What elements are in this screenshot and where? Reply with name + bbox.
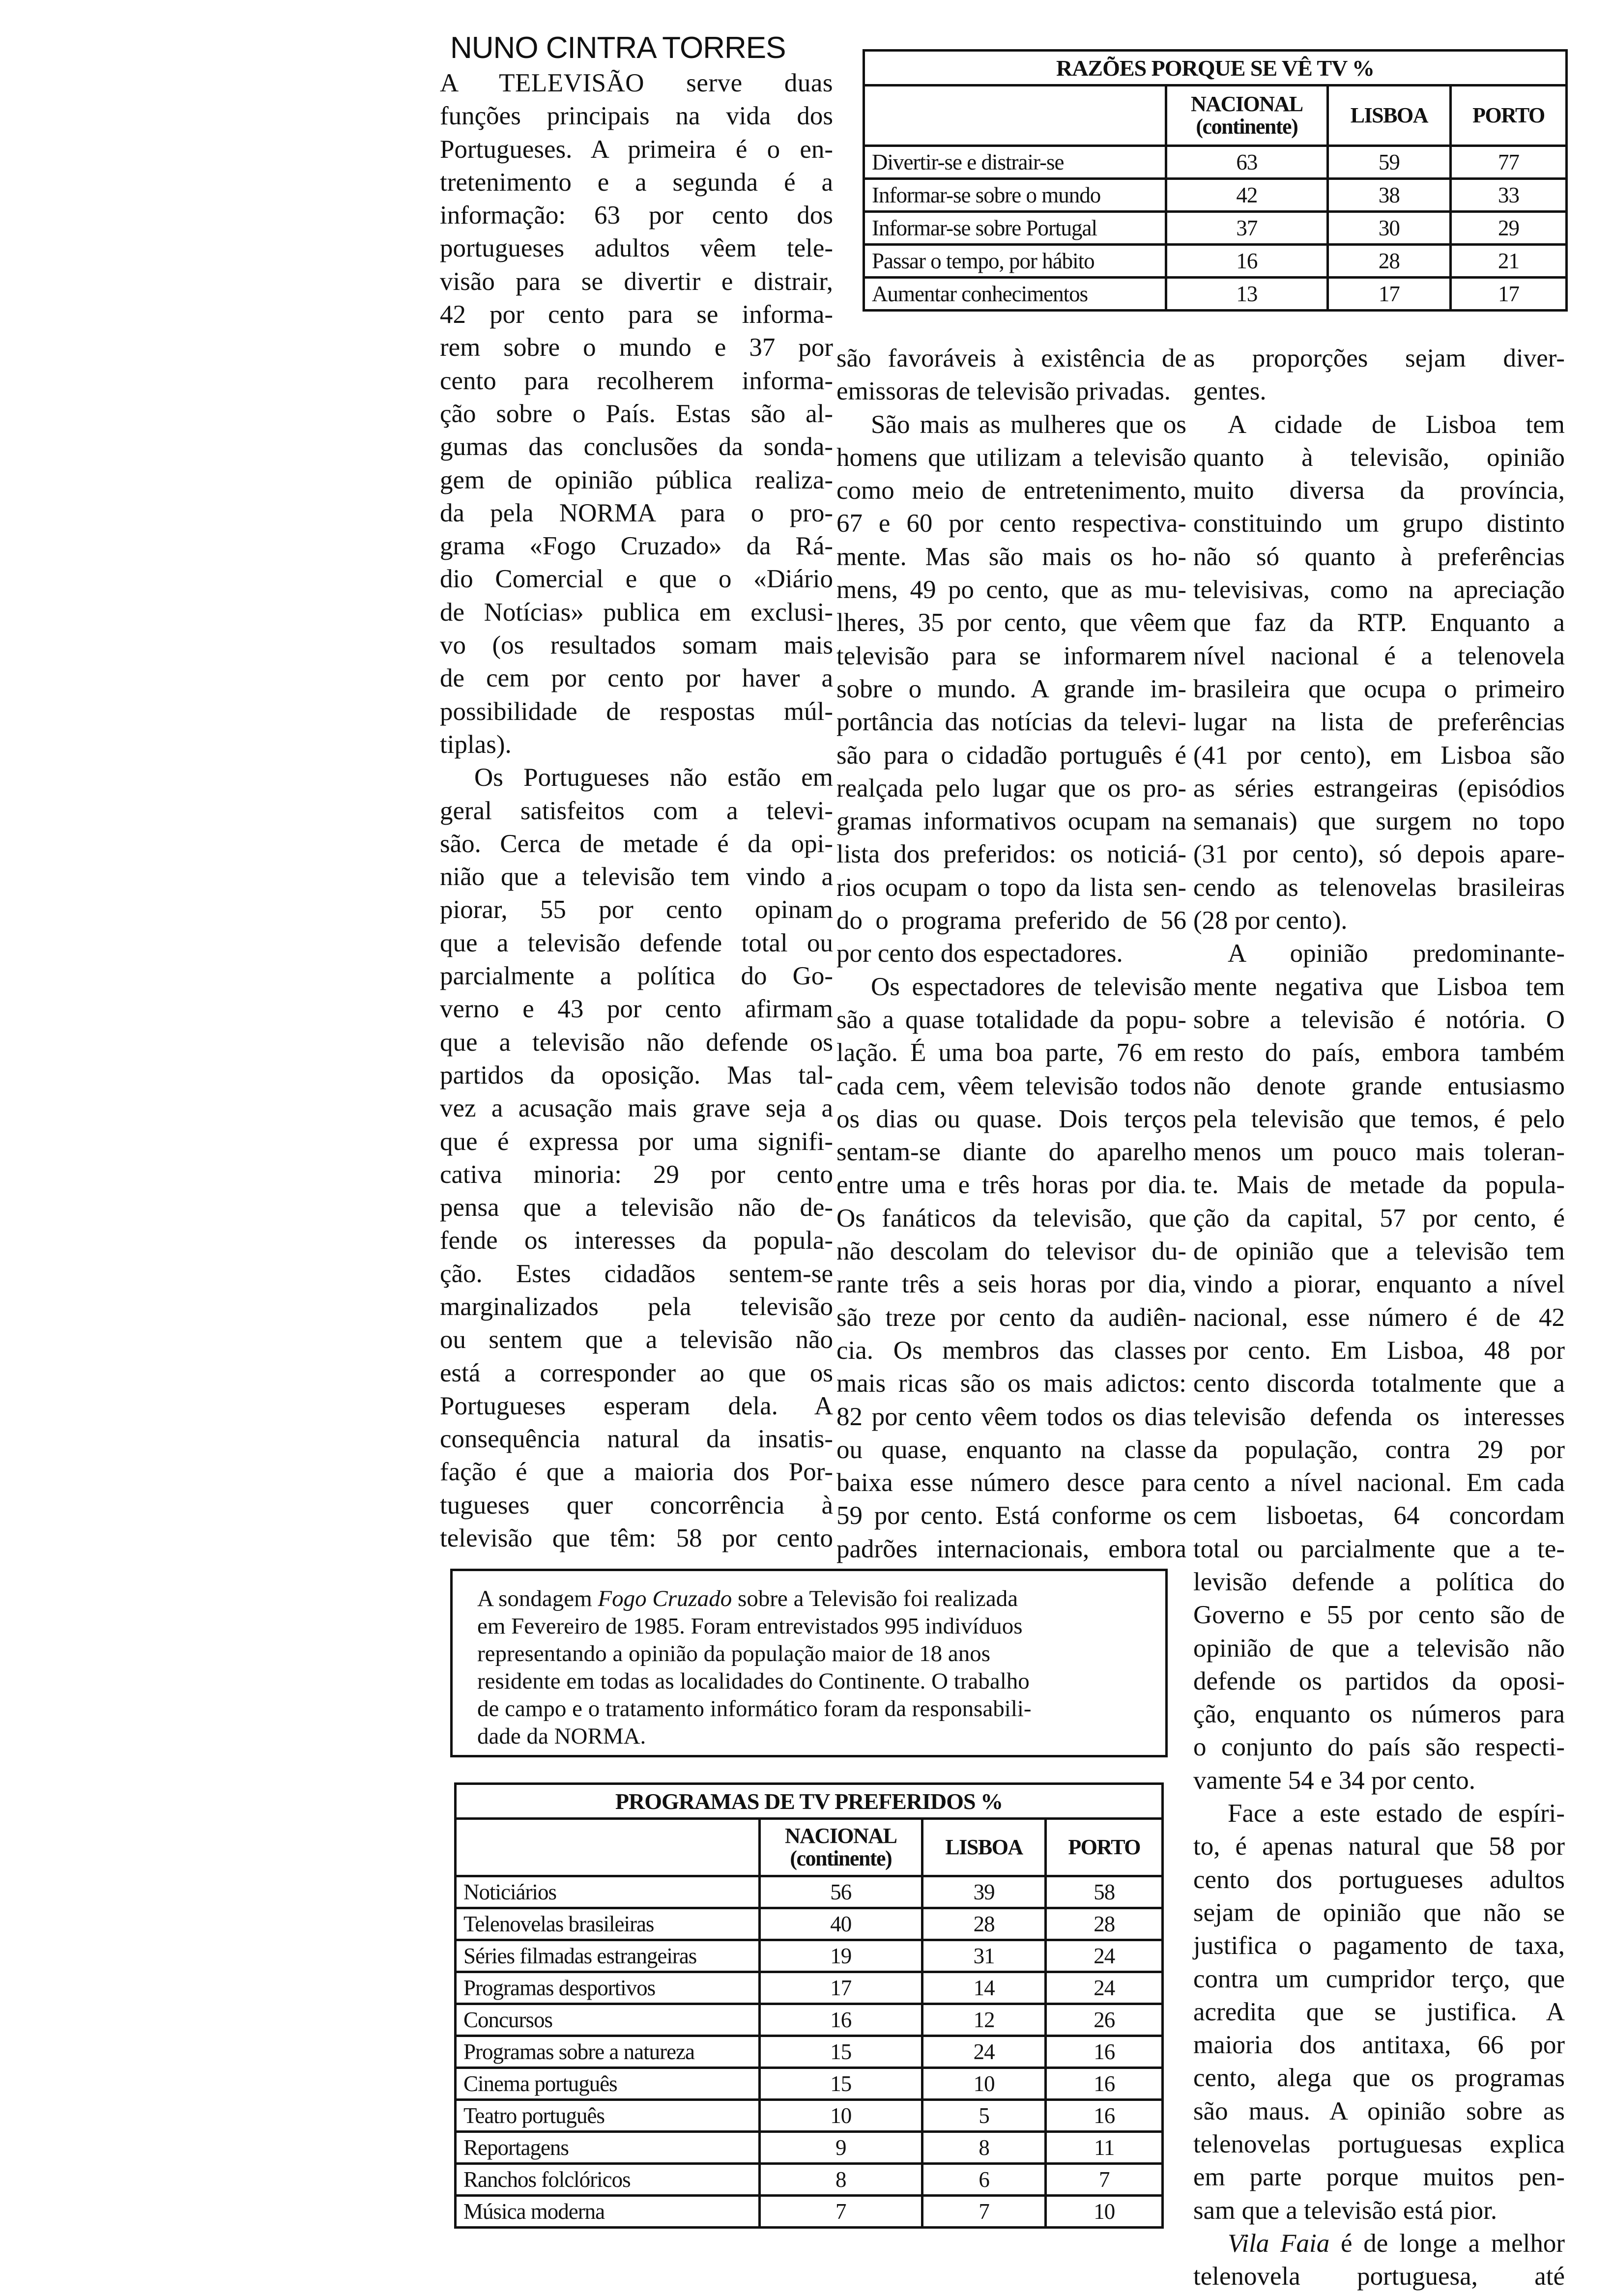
text-line: tiplas). xyxy=(440,730,512,759)
text-line: pensa que a televisão não de- xyxy=(440,1193,833,1222)
table-cell: 31 xyxy=(922,1940,1046,1972)
text-line: A TELEVISÃO serve duas xyxy=(440,69,833,97)
row-label: Concursos xyxy=(456,2004,760,2036)
row-label: Informar-se sobre o mundo xyxy=(864,179,1166,212)
text-line: mais ricas são os mais adictos: xyxy=(836,1369,1186,1398)
table-row xyxy=(864,179,1567,212)
text-line: sobre o mundo. A grande im- xyxy=(836,674,1186,703)
text-line: levisão defende a política do xyxy=(1193,1567,1565,1596)
table-cell: 30 xyxy=(1327,212,1450,245)
table-cell: 63 xyxy=(1166,146,1327,179)
box-line xyxy=(477,1667,1165,1695)
text-line: da pela NORMA para o pro- xyxy=(440,498,833,527)
methodology-box xyxy=(450,1569,1168,1757)
box-line xyxy=(477,1640,1165,1667)
table-cell: 16 xyxy=(1166,245,1327,278)
table-header-row xyxy=(864,86,1567,146)
text-line: informação: 63 por cento dos xyxy=(440,201,833,230)
text-line: portância das notícias da televi- xyxy=(836,708,1186,737)
text-line: por cento. Em Lisboa, 48 por xyxy=(1193,1336,1565,1365)
text-line: defende os partidos da oposi- xyxy=(1193,1666,1565,1695)
table-cell: 13 xyxy=(1166,278,1327,311)
text-line: portugueses adultos vêem tele- xyxy=(440,234,833,263)
text-line: constituindo um grupo distinto xyxy=(1193,509,1565,538)
text-line: televisão defenda os interesses xyxy=(1193,1402,1565,1431)
box-line xyxy=(477,1722,1165,1750)
text-line: (31 por cento), só depois apare- xyxy=(1193,840,1565,869)
text-line: entre uma e três horas por dia. xyxy=(836,1171,1186,1200)
row-label: Informar-se sobre Portugal xyxy=(864,212,1166,245)
text-line: lugar na lista de preferências xyxy=(1193,708,1565,737)
text-line: São mais as mulheres que os xyxy=(871,410,1186,439)
text-line: cento, alega que os programas xyxy=(1193,2064,1565,2093)
text-line: Os fanáticos da televisão, que xyxy=(836,1204,1186,1233)
text-line: cem lisboetas, 64 concordam xyxy=(1193,1501,1565,1530)
table-row xyxy=(456,2100,1163,2132)
article-column-3 xyxy=(1193,342,1565,2294)
row-label: Programas desportivos xyxy=(456,1972,760,2004)
column-header: NACIONAL (continente) xyxy=(1166,86,1327,146)
text-line: partidos da oposição. Mas tal- xyxy=(440,1061,833,1090)
text-line: 67 e 60 por cento respectiva- xyxy=(836,509,1186,538)
text-line: que é expressa por uma signifi- xyxy=(440,1127,833,1156)
table-row xyxy=(456,2068,1163,2100)
text-line: gumas das conclusões da sonda- xyxy=(440,432,833,461)
text-line: nacional, esse número é de 42 xyxy=(1193,1303,1565,1332)
text-line: televisão para se informarem xyxy=(836,641,1186,670)
text-line: fação é que a maioria dos Por- xyxy=(440,1458,833,1487)
text-line: emissoras de televisão privadas. xyxy=(836,377,1171,406)
text-span: dade da NORMA. xyxy=(477,1723,646,1749)
row-label: Música moderna xyxy=(456,2196,760,2228)
text-line: sam que a televisão está pior. xyxy=(1193,2196,1497,2225)
text-line: não descolam do televisor du- xyxy=(836,1237,1186,1266)
text-line: to, é apenas natural que 58 por xyxy=(1193,1832,1565,1861)
text-line: (28 por cento). xyxy=(1193,906,1348,935)
text-line: ou quase, enquanto na classe xyxy=(836,1435,1186,1464)
table-row xyxy=(456,2036,1163,2068)
table-cell: 24 xyxy=(1046,1940,1163,1972)
text-line: cento para recolherem informa- xyxy=(440,366,833,395)
text-line: são maus. A opinião sobre as xyxy=(1193,2096,1565,2125)
text-line: nião que a televisão tem vindo a xyxy=(440,862,833,891)
text-span: residente em todas as localidades do Continente. O trabalho xyxy=(477,1668,1030,1694)
text-line: são favoráveis à existência de xyxy=(836,344,1186,373)
table-row xyxy=(864,212,1567,245)
text-line: sobre a televisão é notória. O xyxy=(1193,1005,1565,1034)
text-line: ção, enquanto os números para xyxy=(1193,1700,1565,1729)
text-line: grama «Fogo Cruzado» da Rá- xyxy=(440,532,833,561)
text-line: tugueses quer concorrência à xyxy=(440,1491,833,1520)
text-span: sobre a Televisão foi realizada xyxy=(732,1586,1018,1611)
text-line: baixa esse número desce para xyxy=(836,1468,1186,1497)
text-line: verno e 43 por cento afirmam xyxy=(440,995,833,1024)
text-line: possibilidade de respostas múl- xyxy=(440,697,833,726)
text-line: geral satisfeitos com a televi- xyxy=(440,796,833,825)
programs-table xyxy=(454,1782,1164,2229)
text-line: opinião de que a televisão não xyxy=(1193,1634,1565,1663)
text-line: Os espectadores de televisão xyxy=(871,972,1186,1001)
text-line: não só quanto à preferências xyxy=(1193,542,1565,571)
table-cell: 21 xyxy=(1450,245,1566,278)
table-cell: 12 xyxy=(922,2004,1046,2036)
reasons-table xyxy=(863,49,1568,312)
text-line: quanto à televisão, opinião xyxy=(1193,443,1565,472)
text-line: contra um cumpridor terço, que xyxy=(1193,1964,1565,1993)
text-line: gramas informativos ocupam na xyxy=(836,807,1186,836)
text-line: brasileira que ocupa o primeiro xyxy=(1193,674,1565,703)
text-line: maioria dos antitaxa, 66 por xyxy=(1193,2031,1565,2060)
text-line: cento a nível nacional. Em cada xyxy=(1193,1468,1565,1497)
text-line: te. Mais de metade da popula- xyxy=(1193,1171,1565,1200)
text-line xyxy=(1193,2227,1565,2260)
text-span: representando a opinião da população maior de 18 anos xyxy=(477,1641,991,1666)
table-cell: 10 xyxy=(922,2068,1046,2100)
text-line: Face a este estado de espíri- xyxy=(1228,1799,1565,1828)
text-line: de opinião que a televisão tem xyxy=(1193,1237,1565,1266)
column-header: NACIONAL (continente) xyxy=(759,1819,922,1876)
text-line: menos um pouco mais toleran- xyxy=(1193,1138,1565,1167)
table-row xyxy=(456,1940,1163,1972)
text-line: está a corresponder ao que os xyxy=(440,1358,833,1387)
text-line: televisivas, como na apreciação xyxy=(1193,575,1565,604)
table-cell: 11 xyxy=(1046,2132,1163,2164)
row-label: Passar o tempo, por hábito xyxy=(864,245,1166,278)
table-cell: 40 xyxy=(759,1908,922,1940)
text-line: cativa minoria: 29 por cento xyxy=(440,1160,833,1189)
table-title: RAZÕES PORQUE SE VÊ TV % xyxy=(864,51,1567,86)
text-line: parcialmente a política do Go- xyxy=(440,962,833,991)
text-line: de cem por cento por haver a xyxy=(440,664,833,693)
table-cell: 28 xyxy=(1046,1908,1163,1940)
text-line: de Notícias» publica em exclusi- xyxy=(440,598,833,627)
table-cell: 16 xyxy=(759,2004,922,2036)
text-line: lista dos preferidos: os noticiá- xyxy=(836,840,1186,869)
article-column-1 xyxy=(440,67,833,1555)
table-cell: 15 xyxy=(759,2068,922,2100)
table-row xyxy=(456,2164,1163,2196)
text-line: do o programa preferido de 56 xyxy=(836,906,1186,935)
text-line: mente. Mas são mais os ho- xyxy=(836,542,1186,571)
table-title: PROGRAMAS DE TV PREFERIDOS % xyxy=(456,1784,1163,1819)
column-header xyxy=(456,1819,760,1876)
table-cell: 58 xyxy=(1046,1876,1163,1908)
author-byline: NUNO CINTRA TORRES xyxy=(450,31,786,65)
text-line: nível nacional é a telenovela xyxy=(1193,641,1565,670)
text-line: mens, 49 po cento, que as mu- xyxy=(836,575,1186,604)
text-line: ou sentem que a televisão não xyxy=(440,1325,833,1354)
text-line: as séries estrangeiras (episódios xyxy=(1193,774,1565,803)
table-cell: 16 xyxy=(1046,2068,1163,2100)
table-row xyxy=(864,245,1567,278)
text-line: telenovela portuguesa, até xyxy=(1193,2262,1565,2291)
text-line: dio Comercial e que o «Diário xyxy=(440,565,833,594)
table-row xyxy=(456,1972,1163,2004)
column-header: LISBOA xyxy=(922,1819,1046,1876)
text-line: sentam-se diante do aparelho xyxy=(836,1138,1186,1167)
row-label: Divertir-se e distrair-se xyxy=(864,146,1166,179)
column-header: PORTO xyxy=(1046,1819,1163,1876)
text-line: A opinião predominante- xyxy=(1228,939,1565,968)
table-cell: 28 xyxy=(1327,245,1450,278)
table-cell: 59 xyxy=(1327,146,1450,179)
text-line: que a televisão não defende os xyxy=(440,1028,833,1057)
text-line: são a quase totalidade da popu- xyxy=(836,1005,1186,1034)
text-line: rios ocupam o topo da lista sen- xyxy=(836,873,1186,902)
text-line: fende os interesses da popula- xyxy=(440,1226,833,1255)
text-line: sejam de opinião que não se xyxy=(1193,1898,1565,1927)
text-line: da população, contra 29 por xyxy=(1193,1435,1565,1464)
text-line: que a televisão defende total ou xyxy=(440,928,833,957)
text-line: gem de opinião pública realiza- xyxy=(440,465,833,494)
table-cell: 37 xyxy=(1166,212,1327,245)
text-line: cia. Os membros das classes xyxy=(836,1336,1186,1365)
text-line: vo (os resultados somam mais xyxy=(440,631,833,660)
table-cell: 17 xyxy=(759,1972,922,2004)
text-line: são para o cidadão português é xyxy=(836,741,1186,770)
row-label: Programas sobre a natureza xyxy=(456,2036,760,2068)
text-line: televisão que têm: 58 por cento xyxy=(440,1524,833,1553)
text-line: não denote grande entusiasmo xyxy=(1193,1071,1565,1100)
text-line: 42 por cento para se informa- xyxy=(440,300,833,329)
table-cell: 29 xyxy=(1450,212,1566,245)
text-line: vindo a piorar, enquanto a nível xyxy=(1193,1270,1565,1299)
text-line: lheres, 35 por cento, que vêem xyxy=(836,608,1186,637)
text-line: visão para se divertir e distrair, xyxy=(440,267,833,296)
row-label: Séries filmadas estrangeiras xyxy=(456,1940,760,1972)
row-label: Aumentar conhecimentos xyxy=(864,278,1166,311)
text-line: as proporções sejam diver- xyxy=(1193,344,1565,373)
text-line: semanais) que surgem no topo xyxy=(1193,807,1565,836)
text-line: ção sobre o País. Estas são al- xyxy=(440,399,833,428)
text-line: cento dos portugueses adultos xyxy=(1193,1865,1565,1894)
table-cell: 8 xyxy=(922,2132,1046,2164)
table-row xyxy=(456,1908,1163,1940)
table-cell: 9 xyxy=(759,2132,922,2164)
text-line: mente negativa que Lisboa tem xyxy=(1193,972,1565,1001)
table-cell: 56 xyxy=(759,1876,922,1908)
table-cell: 38 xyxy=(1327,179,1450,212)
text-line: vamente 54 e 34 por cento. xyxy=(1193,1766,1475,1795)
row-label: Reportagens xyxy=(456,2132,760,2164)
row-label: Teatro português xyxy=(456,2100,760,2132)
text-span: é de longe a melhor xyxy=(1329,2229,1565,2258)
table-cell: 7 xyxy=(759,2196,922,2228)
text-line: funções principais na vida dos xyxy=(440,102,833,131)
table-cell: 5 xyxy=(922,2100,1046,2132)
text-line: acredita que se justifica. A xyxy=(1193,1997,1565,2026)
table-cell: 33 xyxy=(1450,179,1566,212)
text-line: gentes. xyxy=(1193,377,1267,406)
text-line: piorar, 55 por cento opinam xyxy=(440,895,833,924)
table-cell: 6 xyxy=(922,2164,1046,2196)
text-line: pela televisão que temos, é pelo xyxy=(1193,1104,1565,1133)
text-line: marginalizados pela televisão xyxy=(440,1292,833,1321)
table-row xyxy=(456,2132,1163,2164)
table-cell: 17 xyxy=(1327,278,1450,311)
text-line: vez a acusação mais grave seja a xyxy=(440,1094,833,1123)
box-line xyxy=(477,1585,1165,1612)
text-line: ção da capital, 57 por cento, é xyxy=(1193,1204,1565,1233)
text-line: são treze por cento da audiên- xyxy=(836,1303,1186,1332)
table-cell: 77 xyxy=(1450,146,1566,179)
table-cell: 24 xyxy=(922,2036,1046,2068)
italic-text: Vila Faia xyxy=(1228,2229,1330,2258)
text-line: rem sobre o mundo e 37 por xyxy=(440,333,833,362)
table-row xyxy=(456,2196,1163,2228)
table-cell: 16 xyxy=(1046,2036,1163,2068)
table-cell: 10 xyxy=(759,2100,922,2132)
text-line: por cento dos espectadores. xyxy=(836,939,1123,968)
table-cell: 10 xyxy=(1046,2196,1163,2228)
text-line: cento discorda totalmente que a xyxy=(1193,1369,1565,1398)
text-line: consequência natural da insatis- xyxy=(440,1425,833,1454)
box-line xyxy=(477,1612,1165,1640)
text-line: Governo e 55 por cento são de xyxy=(1193,1601,1565,1630)
text-line: cendo as telenovelas brasileiras xyxy=(1193,873,1565,902)
column-header: LISBOA xyxy=(1327,86,1450,146)
text-line: realçada pelo lugar que os pro- xyxy=(836,774,1186,803)
text-line: os dias ou quase. Dois terços xyxy=(836,1104,1186,1133)
text-line: Portugueses esperam dela. A xyxy=(440,1391,833,1420)
table-cell: 7 xyxy=(922,2196,1046,2228)
text-line: resto do país, embora também xyxy=(1193,1038,1565,1067)
text-span: de campo e o tratamento informático foram da responsabili- xyxy=(477,1696,1032,1722)
row-label: Noticiários xyxy=(456,1876,760,1908)
text-line: o conjunto do país são respecti- xyxy=(1193,1733,1565,1762)
text-line: homens que utilizam a televisão xyxy=(836,443,1186,472)
text-line: justifica o pagamento de taxa, xyxy=(1193,1931,1565,1960)
column-header xyxy=(864,86,1166,146)
row-label: Telenovelas brasileiras xyxy=(456,1908,760,1940)
text-line: que faz da RTP. Enquanto a xyxy=(1193,608,1565,637)
text-line: em parte porque muitos pen- xyxy=(1193,2163,1565,2192)
table-cell: 26 xyxy=(1046,2004,1163,2036)
text-line: 59 por cento. Está conforme os xyxy=(836,1501,1186,1530)
box-line xyxy=(477,1695,1165,1722)
table-cell: 7 xyxy=(1046,2164,1163,2196)
text-line: tretenimento e a segunda é a xyxy=(440,168,833,197)
text-line: como meio de entretenimento, xyxy=(836,476,1186,505)
table-row xyxy=(864,146,1567,179)
table-header-row xyxy=(456,1819,1163,1876)
text-line: telenovelas portuguesas explica xyxy=(1193,2130,1565,2159)
table-cell: 19 xyxy=(759,1940,922,1972)
table-cell: 16 xyxy=(1046,2100,1163,2132)
table-cell: 15 xyxy=(759,2036,922,2068)
table-row xyxy=(864,278,1567,311)
text-line: A cidade de Lisboa tem xyxy=(1228,410,1565,439)
table-row xyxy=(456,2004,1163,2036)
text-line: cada cem, vêem televisão todos xyxy=(836,1071,1186,1100)
text-line: Portugueses. A primeira é o en- xyxy=(440,135,833,164)
text-line: são. Cerca de metade é da opi- xyxy=(440,829,833,858)
table-cell: 42 xyxy=(1166,179,1327,212)
table-cell: 24 xyxy=(1046,1972,1163,2004)
row-label: Ranchos folclóricos xyxy=(456,2164,760,2196)
table-cell: 8 xyxy=(759,2164,922,2196)
text-line: padrões internacionais, embora xyxy=(836,1534,1186,1563)
table-cell: 14 xyxy=(922,1972,1046,2004)
text-line: (41 por cento), em Lisboa são xyxy=(1193,741,1565,770)
text-line: ção. Estes cidadãos sentem-se xyxy=(440,1259,833,1288)
table-cell: 39 xyxy=(922,1876,1046,1908)
text-line: 82 por cento vêem todos os dias xyxy=(836,1402,1186,1431)
table-row xyxy=(456,1876,1163,1908)
text-line: muito diversa da província, xyxy=(1193,476,1565,505)
table-cell: 28 xyxy=(922,1908,1046,1940)
italic-text: Fogo Cruzado xyxy=(598,1586,732,1611)
column-header: PORTO xyxy=(1450,86,1566,146)
text-span: A sondagem xyxy=(477,1586,598,1611)
article-column-2 xyxy=(836,342,1186,1566)
row-label: Cinema português xyxy=(456,2068,760,2100)
text-line: total ou parcialmente que a te- xyxy=(1193,1534,1565,1563)
text-line: rante três a seis horas por dia, xyxy=(836,1270,1186,1299)
table-cell: 17 xyxy=(1450,278,1566,311)
text-line: lação. É uma boa parte, 76 em xyxy=(836,1038,1186,1067)
text-span: em Fevereiro de 1985. Foram entrevistados 995 indivíduos xyxy=(477,1613,1023,1639)
text-line: Os Portugueses não estão em xyxy=(474,763,833,792)
